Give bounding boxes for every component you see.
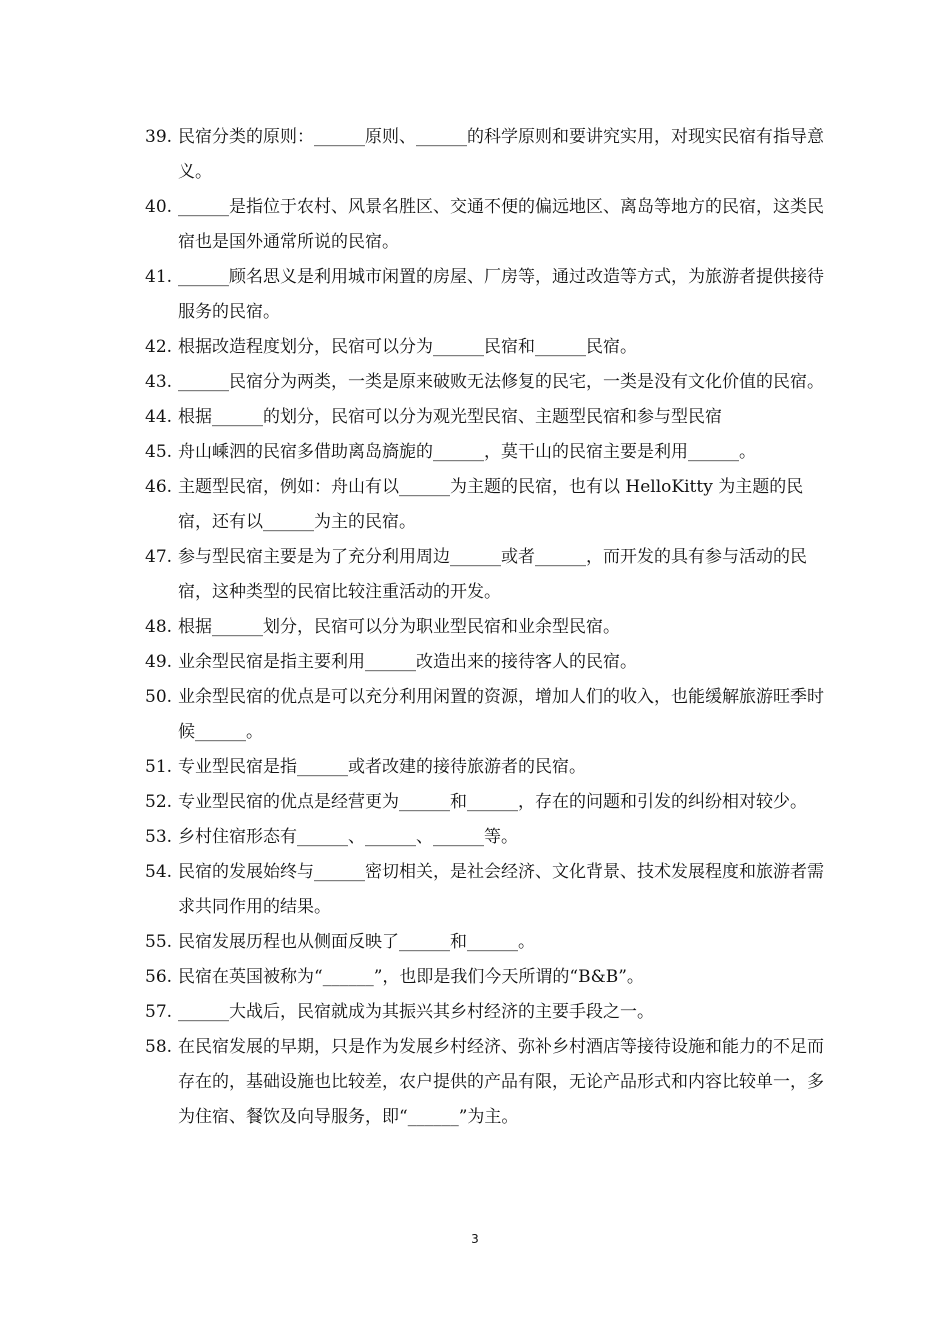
question-number: 51. (145, 757, 173, 777)
question-number: 55. (145, 932, 173, 952)
question-number: 43. (145, 372, 173, 392)
question-item (145, 750, 825, 785)
question-number: 53. (145, 827, 173, 847)
question-number: 48. (145, 617, 173, 637)
question-item (145, 820, 825, 855)
question-text: 乡村住宿形态有______、______、______等。 (178, 827, 518, 847)
question-text: 在民宿发展的早期，只是作为发展乡村经济、弥补乡村酒店等接待设施和能力的不足而存在的，基础设施也比较差，农户提供的产品有限，无论产品形式和内容比较单一，多为住宿、餐饮及向导服务，即“______”为主。 (178, 1037, 824, 1127)
question-item (145, 260, 825, 330)
question-item (145, 190, 825, 260)
question-item (145, 435, 825, 470)
question-text: ______是指位于农村、风景名胜区、交通不便的偏远地区、离岛等地方的民宿，这类民宿也是国外通常所说的民宿。 (178, 197, 824, 252)
question-text: 专业型民宿的优点是经营更为______和______，存在的问题和引发的纠纷相对较少。 (178, 792, 807, 812)
question-text: 根据______划分，民宿可以分为职业型民宿和业余型民宿。 (178, 617, 620, 637)
question-text: 舟山嵊泗的民宿多借助离岛旖旎的______，莫干山的民宿主要是利用______。 (178, 442, 756, 462)
page-number: 3 (471, 1232, 479, 1246)
question-item (145, 960, 825, 995)
question-number: 50. (145, 687, 173, 707)
question-text: 民宿在英国被称为“______”，也即是我们今天所谓的“B&B”。 (178, 967, 644, 987)
question-number: 44. (145, 407, 173, 427)
question-item (145, 785, 825, 820)
question-number: 42. (145, 337, 173, 357)
question-item (145, 680, 825, 750)
question-item (145, 365, 825, 400)
question-number: 47. (145, 547, 173, 567)
question-text: ______民宿分为两类，一类是原来破败无法修复的民宅，一类是没有文化价值的民宿。 (178, 372, 824, 392)
question-item (145, 610, 825, 645)
question-text: ______大战后，民宿就成为其振兴其乡村经济的主要手段之一。 (178, 1002, 654, 1022)
question-text: 民宿发展历程也从侧面反映了______和______。 (178, 932, 535, 952)
question-number: 45. (145, 442, 173, 462)
question-number: 54. (145, 862, 173, 882)
question-number: 39. (145, 127, 173, 147)
question-number: 58. (145, 1037, 173, 1057)
question-text: 根据______的划分，民宿可以分为观光型民宿、主题型民宿和参与型民宿 (178, 407, 722, 427)
question-text: 参与型民宿主要是为了充分利用周边______或者______，而开发的具有参与活动的民宿，这种类型的民宿比较注重活动的开发。 (178, 547, 807, 602)
question-text: 主题型民宿，例如：舟山有以______为主题的民宿，也有以 HelloKitty 为主题的民宿，还有以______为主的民宿。 (178, 477, 804, 532)
question-text: 业余型民宿的优点是可以充分利用闲置的资源，增加人们的收入，也能缓解旅游旺季时候______。 (178, 687, 824, 742)
question-text: 业余型民宿是指主要利用______改造出来的接待客人的民宿。 (178, 652, 637, 672)
question-number: 57. (145, 1002, 173, 1022)
question-text: 专业型民宿是指______或者改建的接待旅游者的民宿。 (178, 757, 586, 777)
question-number: 49. (145, 652, 173, 672)
question-item (145, 1030, 825, 1135)
question-item (145, 330, 825, 365)
question-number: 52. (145, 792, 173, 812)
question-item (145, 400, 825, 435)
question-text: 民宿的发展始终与______密切相关，是社会经济、文化背景、技术发展程度和旅游者需求共同作用的结果。 (178, 862, 824, 917)
question-list (145, 120, 825, 1135)
question-number: 40. (145, 197, 173, 217)
question-item (145, 120, 825, 190)
question-number: 46. (145, 477, 173, 497)
question-item (145, 995, 825, 1030)
question-item (145, 925, 825, 960)
question-number: 41. (145, 267, 173, 287)
question-text: ______顾名思义是利用城市闲置的房屋、厂房等，通过改造等方式，为旅游者提供接待服务的民宿。 (178, 267, 824, 322)
question-text: 民宿分类的原则：______原则、______的科学原则和要讲究实用，对现实民宿有指导意义。 (178, 127, 824, 182)
question-item (145, 855, 825, 925)
question-item (145, 470, 825, 540)
question-text: 根据改造程度划分，民宿可以分为______民宿和______民宿。 (178, 337, 637, 357)
question-item (145, 540, 825, 610)
question-number: 56. (145, 967, 173, 987)
question-item (145, 645, 825, 680)
